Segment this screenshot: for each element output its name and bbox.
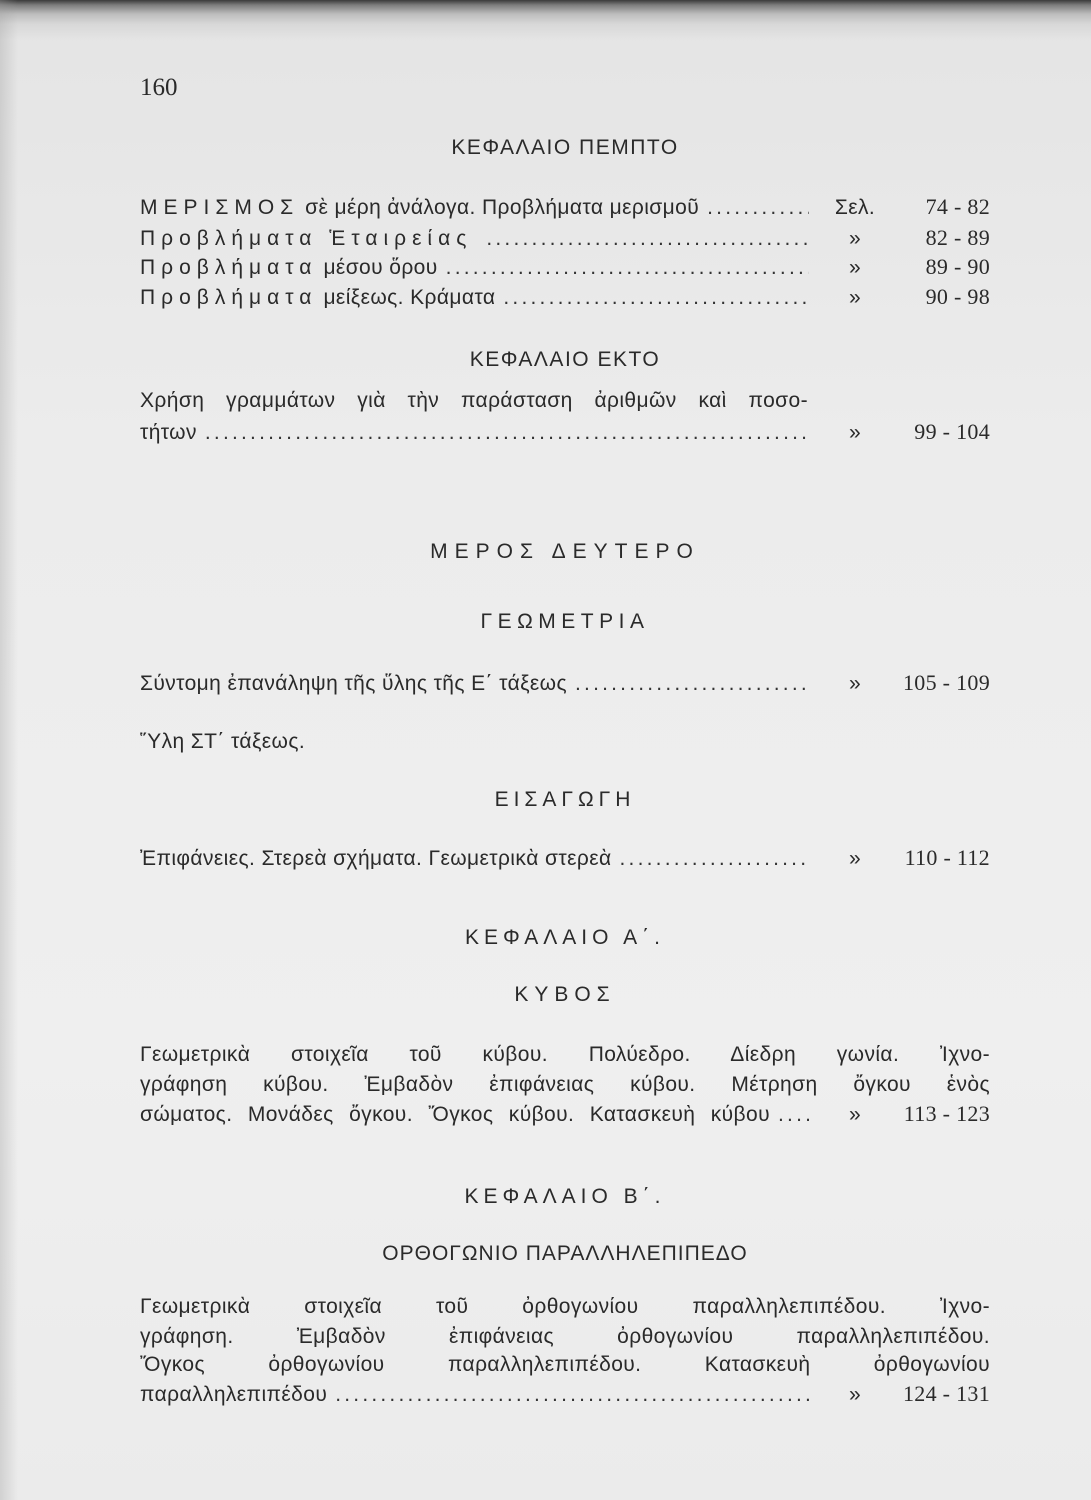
dot-leader bbox=[620, 844, 809, 874]
entry-spaced-title: ΜΕΡΙΣΜΟΣ bbox=[140, 196, 300, 219]
page-range: 74 - 82 bbox=[925, 194, 990, 219]
entry-text: μείξεως. Κράματα bbox=[323, 286, 496, 309]
page-marker: » bbox=[848, 227, 862, 250]
toc-entry bbox=[140, 843, 990, 873]
dot-leader bbox=[575, 669, 809, 699]
page-marker: » bbox=[848, 672, 862, 695]
chapter-b-title: ΟΡΘΟΓΩΝΙΟ ΠΑΡΑΛΛΗΛΕΠΙΠΕΔΟ bbox=[382, 1242, 748, 1265]
page-range: 105 - 109 bbox=[902, 670, 990, 695]
chapter-a-title: ΚΥΒΟΣ bbox=[514, 983, 616, 1006]
entry-text: Ἐπιφάνειες. Στερεὰ σχήματα. Γεωμετρικὰ στερεὰ bbox=[140, 847, 612, 870]
toc-entry bbox=[140, 252, 990, 282]
toc-entry bbox=[140, 192, 990, 222]
entry-spaced-title: Προβλήματα Ἑταιρείας bbox=[140, 227, 473, 250]
page-marker: Σελ. bbox=[834, 196, 876, 219]
entry-text: μέσου ὅρου bbox=[323, 256, 438, 279]
subject-heading: ΓΕΩΜΕΤΡΙΑ bbox=[480, 610, 650, 633]
page-range: 110 - 112 bbox=[904, 845, 990, 870]
page-range: 82 - 89 bbox=[925, 225, 990, 250]
page-number: 160 bbox=[140, 74, 178, 101]
scan-side-shadow bbox=[0, 0, 18, 1500]
toc-entry bbox=[140, 1379, 990, 1409]
chapter-5-heading: ΚΕΦΑΛΑΙΟ ΠΕΜΠΤΟ bbox=[451, 136, 679, 159]
toc-entry bbox=[140, 417, 990, 447]
part-2-heading: ΜΕΡΟΣ ΔΕΥΤΕΡΟ bbox=[430, 540, 700, 563]
entry-spaced-title: Προβλήματα bbox=[140, 256, 318, 279]
toc-entry bbox=[140, 223, 990, 253]
page-range: 99 - 104 bbox=[914, 419, 990, 444]
entry-text-line: τήτων bbox=[140, 421, 197, 444]
page-marker: » bbox=[848, 256, 862, 279]
entry-text-line: Γεωμετρικὰ στοιχεῖα τοῦ ὀρθογωνίου παραλληλεπιπέδου. Ἰχνο- bbox=[140, 1295, 990, 1318]
entry-text-line: γράφηση κύβου. Ἐμβαδὸν ἐπιφάνειας κύβου. Μέτρηση ὄγκου ἑνὸς bbox=[140, 1073, 990, 1096]
scan-edge-shadow bbox=[0, 0, 1091, 40]
page-marker: » bbox=[848, 1103, 862, 1126]
dot-leader bbox=[778, 1100, 809, 1130]
entry-text-line: γράφηση. Ἐμβαδὸν ἐπιφάνειας ὀρθογωνίου παραλληλεπιπέδου. bbox=[140, 1325, 990, 1348]
entry-text: Σύντομη ἐπανάληψη τῆς ὕλης τῆς Ε΄ τάξεως bbox=[140, 672, 567, 695]
page-marker: » bbox=[848, 421, 862, 444]
dot-leader bbox=[486, 224, 809, 254]
chapter-6-heading: ΚΕΦΑΛΑΙΟ ΕΚΤΟ bbox=[469, 348, 661, 371]
page-range: 89 - 90 bbox=[925, 254, 990, 279]
dot-leader bbox=[335, 1380, 809, 1410]
entry-text-line: παραλληλεπιπέδου bbox=[140, 1383, 328, 1406]
entry-text-line: Ὄγκος ὀρθογωνίου παραλληλεπιπέδου. Κατασκευὴ ὀρθογωνίου bbox=[140, 1353, 990, 1376]
page-marker: » bbox=[848, 847, 862, 870]
dot-leader bbox=[503, 283, 809, 313]
page-range: 124 - 131 bbox=[902, 1381, 990, 1406]
introduction-heading: ΕΙΣΑΓΩΓΗ bbox=[494, 788, 636, 811]
entry-spaced-title: Προβλήματα bbox=[140, 286, 318, 309]
dot-leader bbox=[707, 193, 809, 223]
grade-material-label: Ὕλη ΣΤ΄ τάξεως. bbox=[140, 730, 306, 753]
entry-text-line: σώματος. Μονάδες ὄγκου. Ὄγκος κύβου. Κατασκευὴ κύβου bbox=[140, 1103, 770, 1126]
chapter-a-heading: ΚΕΦΑΛΑΙΟ Α΄. bbox=[465, 926, 665, 949]
page-range: 90 - 98 bbox=[925, 284, 990, 309]
dot-leader bbox=[205, 418, 809, 448]
page-range: 113 - 123 bbox=[903, 1101, 990, 1126]
page-marker: » bbox=[848, 1383, 862, 1406]
toc-entry bbox=[140, 1099, 990, 1129]
page-marker: » bbox=[848, 286, 862, 309]
toc-entry bbox=[140, 282, 990, 312]
entry-text-line: Γεωμετρικὰ στοιχεῖα τοῦ κύβου. Πολύεδρο. Δίεδρη γωνία. Ἰχνο- bbox=[140, 1043, 990, 1066]
chapter-b-heading: ΚΕΦΑΛΑΙΟ Β΄. bbox=[464, 1185, 666, 1208]
entry-text-line: Χρήση γραμμάτων γιὰ τὴν παράσταση ἀριθμῶν καὶ ποσο- bbox=[140, 389, 808, 412]
toc-entry bbox=[140, 668, 990, 698]
dot-leader bbox=[446, 253, 809, 283]
entry-text: σὲ μέρη ἀνάλογα. Προβλήματα μερισμοῦ bbox=[305, 196, 700, 219]
